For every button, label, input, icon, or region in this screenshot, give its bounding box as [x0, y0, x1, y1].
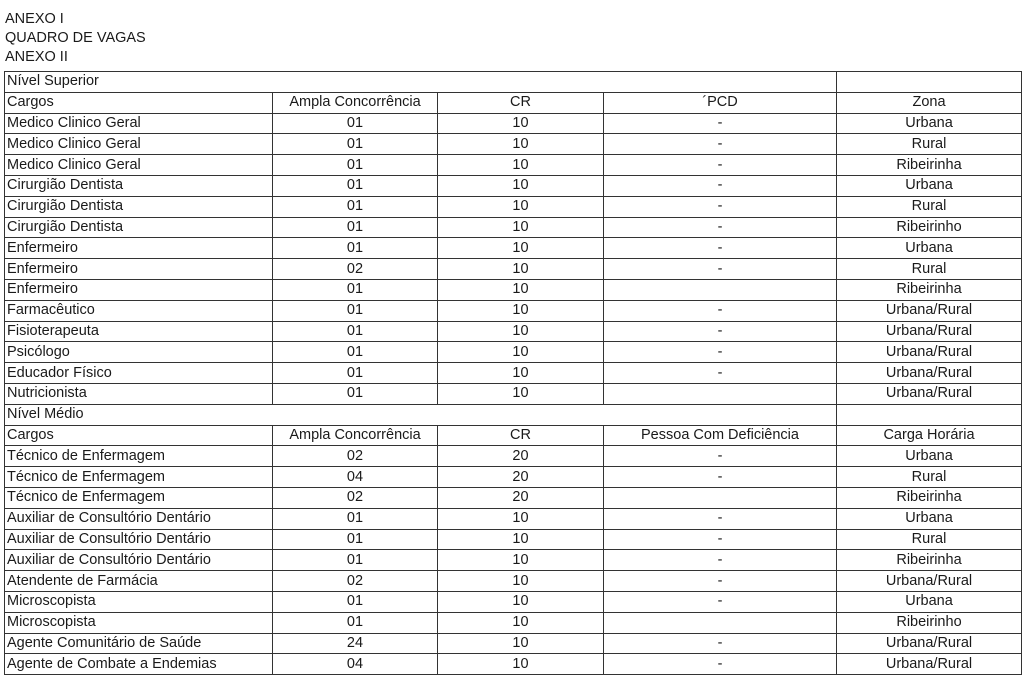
- table-cell: 10: [438, 196, 604, 217]
- heading-quadro-de-vagas: QUADRO DE VAGAS: [5, 30, 146, 46]
- table-cell: Agente de Combate a Endemias: [5, 654, 273, 675]
- table-cell: Ribeirinha: [837, 550, 1022, 571]
- table-cell: -: [604, 571, 837, 592]
- table-cell: -: [604, 508, 837, 529]
- table-cell: 24: [273, 633, 438, 654]
- table-cell: -: [604, 321, 837, 342]
- table-cell: 02: [273, 571, 438, 592]
- column-header-row: [5, 425, 1022, 446]
- table-cell: 10: [438, 321, 604, 342]
- table-cell: Urbana/Rural: [837, 321, 1022, 342]
- table-cell: 10: [438, 259, 604, 280]
- table-cell: 20: [438, 487, 604, 508]
- table-cell: Urbana/Rural: [837, 654, 1022, 675]
- column-header: Ampla Concorrência: [273, 425, 438, 446]
- table-cell: Ribeirinha: [837, 487, 1022, 508]
- table-row: [5, 279, 1022, 300]
- table-row: [5, 467, 1022, 488]
- table-cell: -: [604, 363, 837, 384]
- document-headings: [5, 10, 146, 67]
- table-cell: Agente Comunitário de Saúde: [5, 633, 273, 654]
- section-title: Nível Superior: [5, 72, 837, 93]
- table-cell: Urbana/Rural: [837, 300, 1022, 321]
- table-cell: 10: [438, 633, 604, 654]
- table-cell: 02: [273, 446, 438, 467]
- table-row: [5, 363, 1022, 384]
- table-cell: -: [604, 196, 837, 217]
- table-cell: Atendente de Farmácia: [5, 571, 273, 592]
- table-cell: Cirurgião Dentista: [5, 196, 273, 217]
- table-cell: 01: [273, 155, 438, 176]
- table-cell: Fisioterapeuta: [5, 321, 273, 342]
- empty-cell: [837, 72, 1022, 93]
- table-cell: Auxiliar de Consultório Dentário: [5, 508, 273, 529]
- table-cell: -: [604, 550, 837, 571]
- table-cell: 10: [438, 654, 604, 675]
- column-header: Pessoa Com Deficiência: [604, 425, 837, 446]
- table-cell: 10: [438, 279, 604, 300]
- table-cell: 02: [273, 259, 438, 280]
- table-cell: 10: [438, 300, 604, 321]
- table-cell: -: [604, 467, 837, 488]
- column-header-row: [5, 92, 1022, 113]
- table-row: [5, 259, 1022, 280]
- table-cell: Urbana: [837, 446, 1022, 467]
- table-cell: Medico Clinico Geral: [5, 113, 273, 134]
- table-row: [5, 217, 1022, 238]
- table-cell: 02: [273, 487, 438, 508]
- vacancy-table: [4, 71, 1022, 675]
- column-header: CR: [438, 425, 604, 446]
- table-row: [5, 155, 1022, 176]
- table-cell: 01: [273, 300, 438, 321]
- table-cell: Educador Físico: [5, 363, 273, 384]
- table-cell: 01: [273, 591, 438, 612]
- table-cell: Urbana: [837, 508, 1022, 529]
- column-header: ´PCD: [604, 92, 837, 113]
- section-title-row: [5, 72, 1022, 93]
- table-cell: -: [604, 155, 837, 176]
- table-cell: 10: [438, 591, 604, 612]
- table-cell: Medico Clinico Geral: [5, 155, 273, 176]
- table-cell: -: [604, 342, 837, 363]
- column-header: Ampla Concorrência: [273, 92, 438, 113]
- empty-cell: [837, 404, 1022, 425]
- table-row: [5, 134, 1022, 155]
- table-cell: Medico Clinico Geral: [5, 134, 273, 155]
- table-cell: [604, 612, 837, 633]
- table-cell: 01: [273, 196, 438, 217]
- table-cell: Urbana/Rural: [837, 633, 1022, 654]
- table-cell: 10: [438, 217, 604, 238]
- table-cell: 10: [438, 134, 604, 155]
- table-cell: Técnico de Enfermagem: [5, 467, 273, 488]
- column-header: CR: [438, 92, 604, 113]
- table-cell: Urbana: [837, 113, 1022, 134]
- table-cell: 10: [438, 550, 604, 571]
- table-cell: -: [604, 259, 837, 280]
- column-header: Cargos: [5, 425, 273, 446]
- table-cell: -: [604, 446, 837, 467]
- table-row: [5, 321, 1022, 342]
- table-cell: 10: [438, 508, 604, 529]
- table-cell: Urbana/Rural: [837, 363, 1022, 384]
- table-row: [5, 300, 1022, 321]
- table-cell: Urbana: [837, 591, 1022, 612]
- table-row: [5, 591, 1022, 612]
- table-cell: Urbana: [837, 175, 1022, 196]
- column-header: Carga Horária: [837, 425, 1022, 446]
- table-row: [5, 487, 1022, 508]
- section-title: Nível Médio: [5, 404, 837, 425]
- table-cell: Auxiliar de Consultório Dentário: [5, 550, 273, 571]
- table-cell: Cirurgião Dentista: [5, 175, 273, 196]
- table-cell: Ribeirinha: [837, 155, 1022, 176]
- table-row: [5, 342, 1022, 363]
- table-cell: Rural: [837, 134, 1022, 155]
- table-cell: -: [604, 633, 837, 654]
- table-cell: Ribeirinha: [837, 279, 1022, 300]
- table-cell: -: [604, 529, 837, 550]
- table-cell: -: [604, 217, 837, 238]
- heading-anexo-i: ANEXO I: [5, 11, 64, 27]
- table-cell: 10: [438, 175, 604, 196]
- table-cell: -: [604, 654, 837, 675]
- table-cell: 10: [438, 238, 604, 259]
- table-row: [5, 529, 1022, 550]
- table-cell: [604, 279, 837, 300]
- vacancy-table-body: [5, 72, 1022, 675]
- table-cell: 01: [273, 508, 438, 529]
- table-row: [5, 383, 1022, 404]
- table-cell: 10: [438, 113, 604, 134]
- table-cell: Farmacêutico: [5, 300, 273, 321]
- table-cell: 01: [273, 113, 438, 134]
- table-cell: Urbana/Rural: [837, 383, 1022, 404]
- table-cell: -: [604, 300, 837, 321]
- heading-anexo-ii: ANEXO II: [5, 49, 68, 65]
- table-cell: 01: [273, 383, 438, 404]
- table-row: [5, 238, 1022, 259]
- table-cell: 10: [438, 612, 604, 633]
- table-cell: 10: [438, 342, 604, 363]
- table-cell: 10: [438, 529, 604, 550]
- table-cell: 01: [273, 238, 438, 259]
- table-cell: 01: [273, 612, 438, 633]
- table-cell: Urbana/Rural: [837, 342, 1022, 363]
- table-cell: 10: [438, 363, 604, 384]
- table-cell: Enfermeiro: [5, 259, 273, 280]
- table-cell: Microscopista: [5, 591, 273, 612]
- table-cell: Microscopista: [5, 612, 273, 633]
- table-cell: Psicólogo: [5, 342, 273, 363]
- table-row: [5, 446, 1022, 467]
- table-cell: Enfermeiro: [5, 279, 273, 300]
- table-cell: Técnico de Enfermagem: [5, 487, 273, 508]
- table-row: [5, 550, 1022, 571]
- table-row: [5, 654, 1022, 675]
- table-cell: Rural: [837, 196, 1022, 217]
- table-cell: Urbana: [837, 238, 1022, 259]
- table-cell: 20: [438, 446, 604, 467]
- table-cell: 20: [438, 467, 604, 488]
- table-cell: 10: [438, 383, 604, 404]
- table-row: [5, 175, 1022, 196]
- table-cell: Urbana/Rural: [837, 571, 1022, 592]
- column-header: Cargos: [5, 92, 273, 113]
- table-cell: Rural: [837, 529, 1022, 550]
- table-row: [5, 633, 1022, 654]
- table-cell: 01: [273, 217, 438, 238]
- table-cell: Cirurgião Dentista: [5, 217, 273, 238]
- table-cell: 01: [273, 134, 438, 155]
- table-cell: Nutricionista: [5, 383, 273, 404]
- table-row: [5, 612, 1022, 633]
- table-cell: -: [604, 238, 837, 259]
- table-cell: [604, 487, 837, 508]
- table-cell: -: [604, 591, 837, 612]
- table-cell: 01: [273, 342, 438, 363]
- table-cell: 01: [273, 550, 438, 571]
- table-cell: Auxiliar de Consultório Dentário: [5, 529, 273, 550]
- table-row: [5, 113, 1022, 134]
- table-cell: 01: [273, 279, 438, 300]
- table-cell: -: [604, 113, 837, 134]
- table-cell: 10: [438, 155, 604, 176]
- table-cell: 01: [273, 529, 438, 550]
- table-row: [5, 508, 1022, 529]
- table-cell: -: [604, 175, 837, 196]
- column-header: Zona: [837, 92, 1022, 113]
- table-cell: 04: [273, 467, 438, 488]
- table-cell: 01: [273, 321, 438, 342]
- table-cell: Enfermeiro: [5, 238, 273, 259]
- table-cell: Ribeirinho: [837, 612, 1022, 633]
- table-cell: Rural: [837, 259, 1022, 280]
- table-row: [5, 196, 1022, 217]
- table-cell: -: [604, 134, 837, 155]
- table-cell: Técnico de Enfermagem: [5, 446, 273, 467]
- table-cell: 10: [438, 571, 604, 592]
- table-row: [5, 571, 1022, 592]
- table-cell: 04: [273, 654, 438, 675]
- table-cell: Ribeirinho: [837, 217, 1022, 238]
- table-cell: Rural: [837, 467, 1022, 488]
- table-cell: 01: [273, 175, 438, 196]
- table-cell: 01: [273, 363, 438, 384]
- table-cell: [604, 383, 837, 404]
- section-title-row: [5, 404, 1022, 425]
